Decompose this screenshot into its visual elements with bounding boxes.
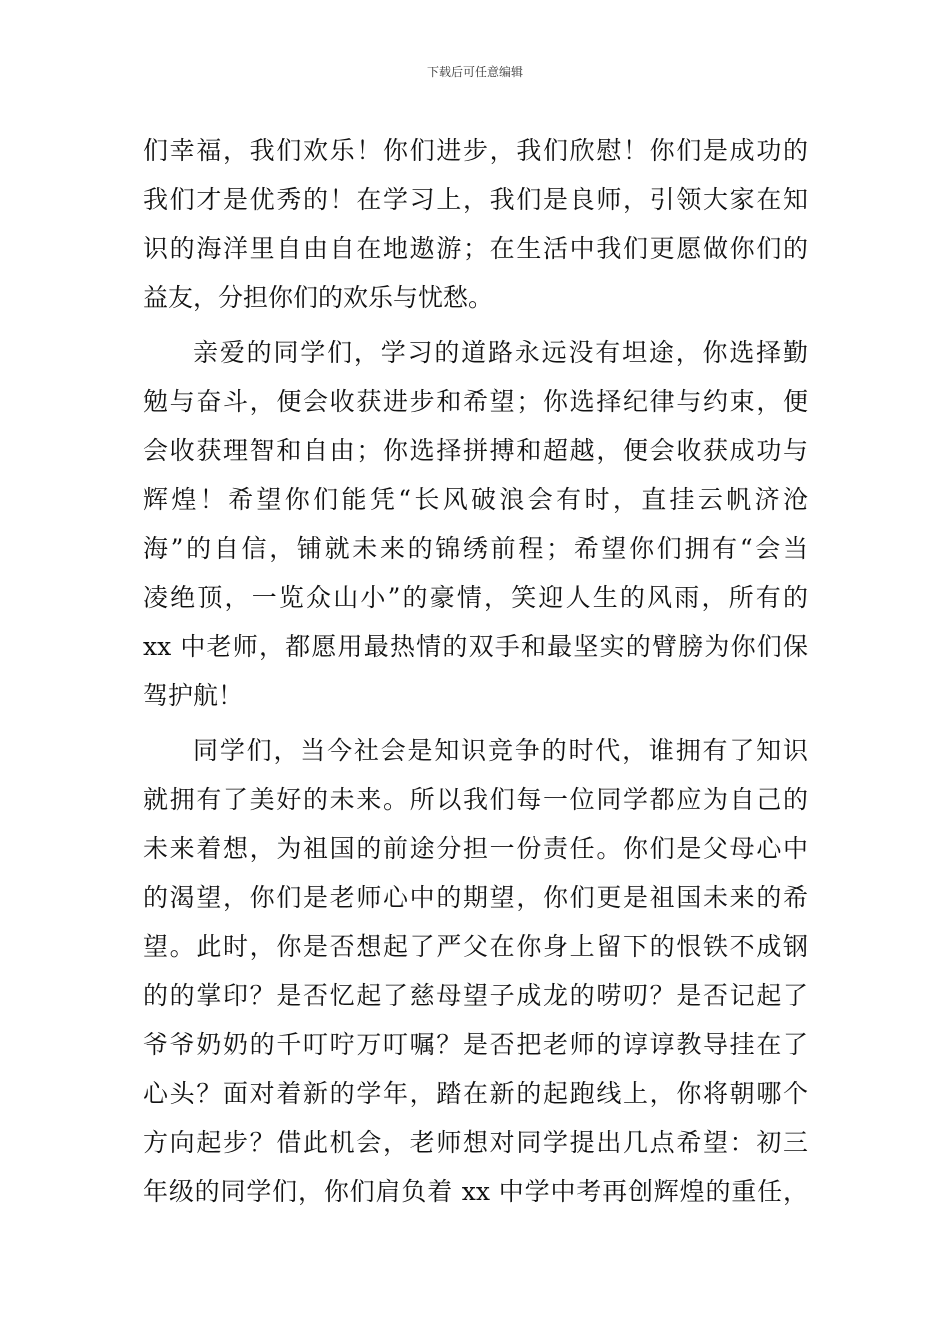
paragraph-1 — [143, 126, 808, 322]
page-header: 下载后可任意编辑 — [426, 65, 523, 79]
text-line: 的渴望，你们是老师心中的期望，你们更是祖国未来的希 — [143, 883, 808, 912]
text-line: 年级的同学们，你们肩负着 xx 中学中考再创辉煌的重任， — [143, 1177, 808, 1206]
text-line: 望。此时，你是否想起了严父在你身上留下的恨铁不成钢 — [143, 932, 808, 961]
text-line: 海”的自信，铺就未来的锦绣前程；希望你们拥有“会当 — [143, 534, 808, 563]
text-line: 心头？面对着新的学年，踏在新的起跑线上，你将朝哪个 — [143, 1079, 808, 1108]
paragraph-2 — [143, 328, 808, 720]
text-line: 勉与奋斗，便会收获进步和希望；你选择纪律与约束，便 — [143, 387, 808, 416]
text-line: 未来着想，为祖国的前途分担一份责任。你们是父母心中 — [143, 834, 808, 863]
text-line: 益友，分担你们的欢乐与忧愁。 — [143, 283, 494, 312]
paragraph-3 — [143, 726, 808, 1216]
text-line: 亲爱的同学们，学习的道路永远没有坦途，你选择勤 — [193, 338, 808, 367]
text-line: 就拥有了美好的未来。所以我们每一位同学都应为自己的 — [143, 785, 808, 814]
text-line: 识的海洋里自由自在地遨游；在生活中我们更愿做你们的 — [143, 234, 808, 263]
text-line: 方向起步？借此机会，老师想对同学提出几点希望：初三 — [143, 1128, 808, 1157]
text-line: 会收获理智和自由；你选择拼搏和超越，便会收获成功与 — [143, 436, 808, 465]
text-line: xx 中老师，都愿用最热情的双手和最坚实的臂膀为你们保 — [143, 632, 808, 661]
document-body — [143, 126, 808, 1216]
text-line: 同学们，当今社会是知识竞争的时代，谁拥有了知识 — [193, 736, 808, 765]
text-line: 爷爷奶奶的千叮咛万叮嘱？是否把老师的谆谆教导挂在了 — [143, 1030, 808, 1059]
text-line: 们幸福，我们欢乐！你们进步，我们欣慰！你们是成功的 — [143, 136, 808, 165]
text-line: 的的掌印？是否忆起了慈母望子成龙的唠叨？是否记起了 — [143, 981, 808, 1010]
text-line: 驾护航！ — [143, 681, 244, 710]
text-line: 辉煌！希望你们能凭“长风破浪会有时，直挂云帆济沧 — [143, 485, 808, 514]
text-line: 凌绝顶，一览众山小”的豪情，笑迎人生的风雨，所有的 — [143, 583, 808, 612]
text-line: 我们才是优秀的！在学习上，我们是良师，引领大家在知 — [143, 185, 808, 214]
